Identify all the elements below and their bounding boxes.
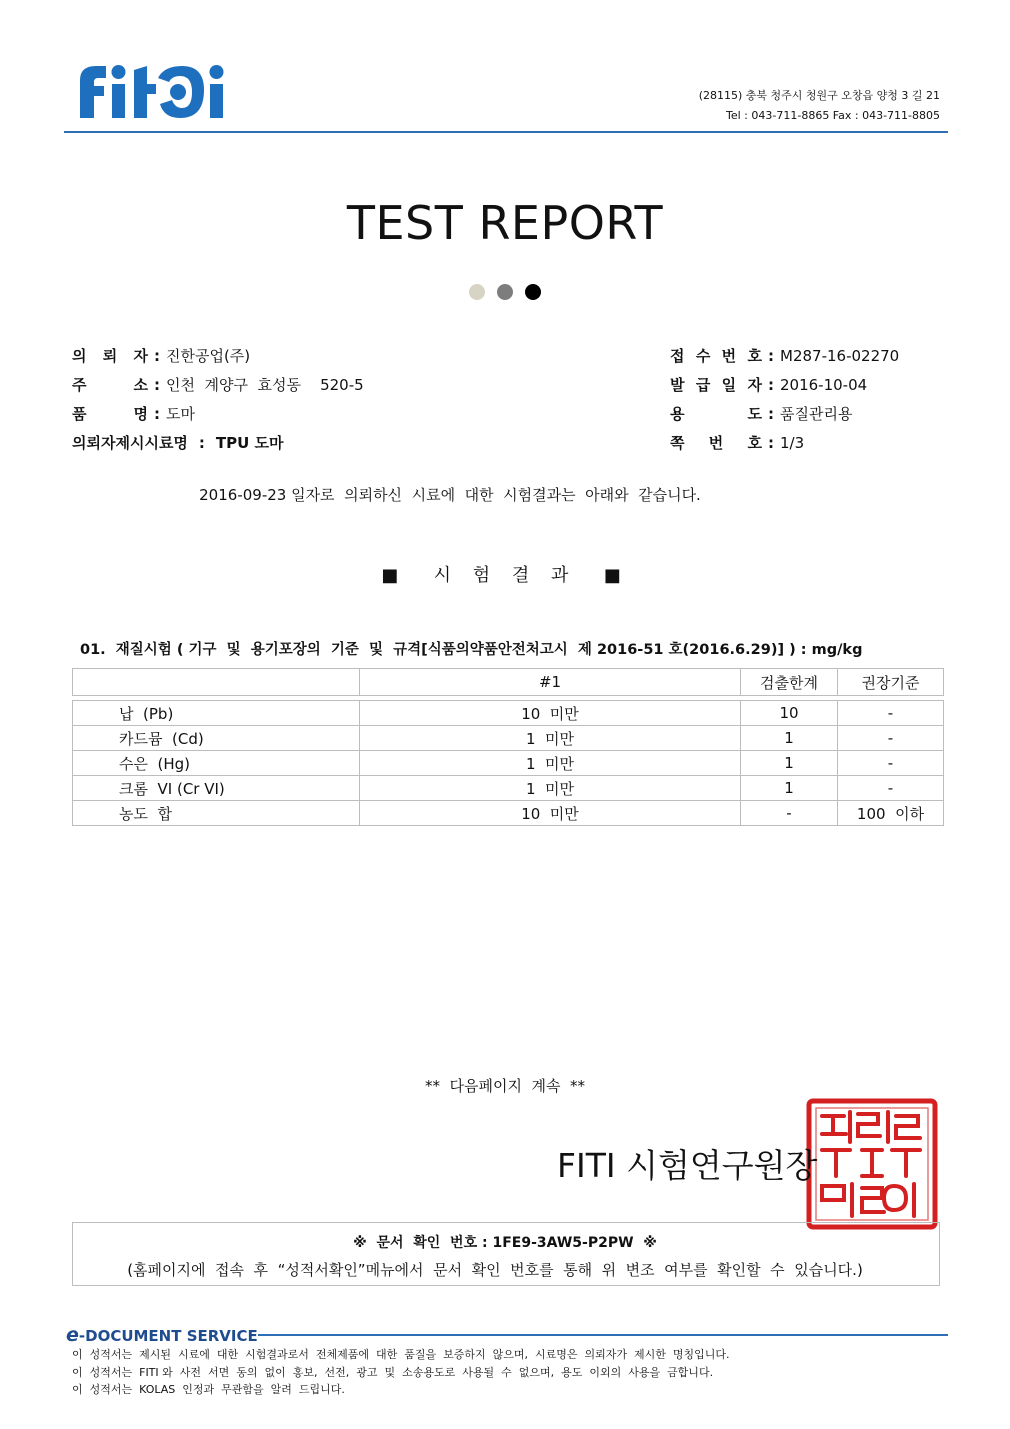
- dot-1: [469, 284, 485, 300]
- info-label: 접 수 번 호: [670, 347, 762, 365]
- footer-notes: [72, 1346, 729, 1399]
- edocument-service-label: [66, 1324, 258, 1346]
- table-row: [73, 751, 944, 776]
- colon: :: [768, 405, 774, 423]
- info-page-no: [670, 429, 899, 458]
- header-divider: [64, 131, 948, 133]
- table-cell: 10 미만: [360, 701, 741, 726]
- info-value: 인천 계양구 효성동 520-5: [166, 376, 364, 394]
- table-row: [73, 801, 944, 826]
- table-row: [73, 726, 944, 751]
- footer-note: 이 성적서는 제시된 시료에 대한 시험결과로서 전체제품에 대한 품질을 보증하지 않으며, 시료명은 의뢰자가 제시한 명칭입니다.: [72, 1348, 730, 1361]
- table-cell: 100 이하: [838, 801, 944, 826]
- continued-note: ** 다음페이지 계속 **: [424, 1077, 586, 1095]
- table-cell: 1 미만: [360, 751, 741, 776]
- table-cell: -: [838, 726, 944, 751]
- colon: :: [198, 434, 205, 452]
- dot-3: [525, 284, 541, 300]
- table-row: [73, 776, 944, 801]
- table-cell: -: [838, 751, 944, 776]
- info-receipt-no: [670, 342, 899, 371]
- fiti-logo: [72, 58, 232, 122]
- table-cell: 카드뮴 (Cd): [73, 726, 360, 751]
- title-dots: [0, 284, 1010, 304]
- dot-2: [497, 284, 513, 300]
- info-value: 1/3: [780, 434, 805, 452]
- info-left: [72, 342, 364, 458]
- section-title: 01. 재질시험 ( 기구 및 용기포장의 기준 및 규격[식품의약품안전처고시 제 2016-51 호(2016.6.29)] ) : mg/kg: [80, 642, 863, 658]
- info-value: 진한공업(주): [166, 347, 251, 365]
- table-cell: 농도 합: [73, 801, 360, 826]
- table-cell: -: [838, 776, 944, 801]
- document-check-instructions: (홈페이지에 접속 후 “성적서확인”메뉴에서 문서 확인 번호를 통해 위 변조 여부를 확인할 수 있습니다.): [127, 1261, 863, 1279]
- info-value: 도마: [166, 405, 195, 423]
- results-table: [72, 668, 944, 826]
- header-address: (28115) 충북 청주시 청원구 오창읍 양청 3 길 21: [698, 89, 940, 102]
- table-cell: 납 (Pb): [73, 701, 360, 726]
- intro-sentence: 2016-09-23 일자로 의뢰하신 시료에 대한 시험결과는 아래와 같습니다.: [199, 486, 701, 504]
- header-address-block: [699, 86, 940, 126]
- table-cell: -: [838, 701, 944, 726]
- info-sample-name: [72, 429, 364, 458]
- info-issue-date: [670, 371, 899, 400]
- info-item: [72, 400, 364, 429]
- table-header-cell: [73, 669, 360, 696]
- table-header-cell: 권장기준: [838, 669, 944, 696]
- info-address: [72, 371, 364, 400]
- info-requester: [72, 342, 364, 371]
- signature-title: FITI 시험연구원장: [557, 1146, 818, 1185]
- page-title: TEST REPORT: [346, 196, 664, 250]
- table-row: [73, 701, 944, 726]
- footer-note: 이 성적서는 FITI 와 사전 서면 동의 없이 홍보, 선전, 광고 및 소송용도로 사용될 수 없으며, 용도 이외의 사용을 금합니다.: [72, 1365, 714, 1379]
- colon: :: [154, 405, 160, 423]
- table-cell: 1: [741, 776, 838, 801]
- header-contact: Tel : 043-711-8865 Fax : 043-711-8805: [726, 109, 940, 122]
- table-cell: 10 미만: [360, 801, 741, 826]
- table-cell: 10: [741, 701, 838, 726]
- table-cell: 1: [741, 751, 838, 776]
- table-header: [73, 669, 944, 696]
- info-label: 의뢰자제시시료명: [72, 434, 188, 452]
- info-label: 의 뢰 자: [72, 347, 148, 365]
- info-label: 쪽 번 호: [670, 434, 762, 452]
- table-cell: 1 미만: [360, 776, 741, 801]
- table-cell: 수은 (Hg): [73, 751, 360, 776]
- info-label: 용 도: [670, 405, 762, 423]
- colon: :: [768, 376, 774, 394]
- info-purpose: [670, 400, 899, 429]
- table-header-cell: #1: [360, 669, 741, 696]
- table-cell: 크롬 VI (Cr VI): [73, 776, 360, 801]
- colon: :: [154, 376, 160, 394]
- table-cell: 1: [741, 726, 838, 751]
- colon: :: [768, 434, 774, 452]
- table-header-cell: 검출한계: [741, 669, 838, 696]
- info-right: [670, 342, 899, 458]
- info-value: M287-16-02270: [780, 347, 900, 365]
- footer-note: 이 성적서는 KOLAS 인정과 무관함을 알려 드립니다.: [72, 1383, 345, 1396]
- edoc-prefix: e: [66, 1324, 79, 1346]
- results-heading: ■ 시 험 결 과 ■: [381, 565, 629, 586]
- footer-divider: [258, 1334, 948, 1336]
- info-label: 주 소: [72, 376, 148, 394]
- colon: :: [154, 347, 160, 365]
- info-value: TPU 도마: [215, 434, 284, 452]
- document-check-number: ※ 문서 확인 번호 : 1FE9-3AW5-P2PW ※: [353, 1235, 657, 1251]
- colon: :: [768, 347, 774, 365]
- official-seal: [806, 1098, 938, 1230]
- info-value: 2016-10-04: [780, 376, 868, 394]
- info-label: 발 급 일 자: [670, 376, 762, 394]
- info-value: 품질관리용: [780, 405, 853, 423]
- table-cell: -: [741, 801, 838, 826]
- info-label: 품 명: [72, 405, 148, 423]
- table-cell: 1 미만: [360, 726, 741, 751]
- edoc-text: -DOCUMENT SERVICE: [78, 1327, 258, 1345]
